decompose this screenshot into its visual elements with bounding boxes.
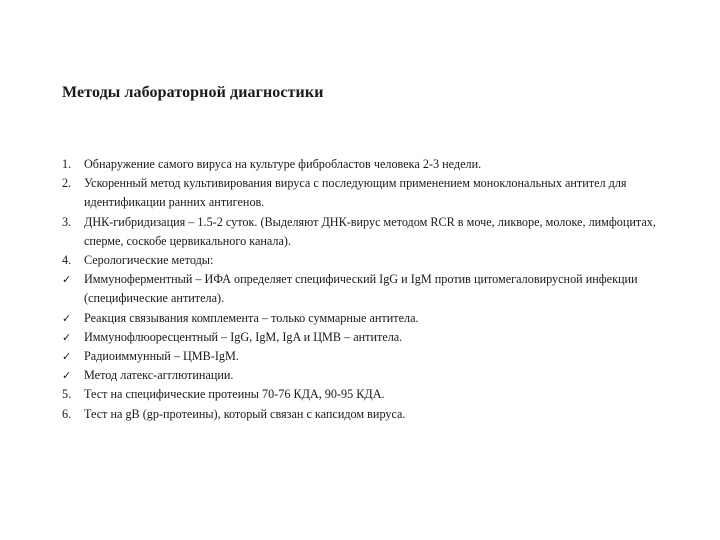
diagnostics-list [62, 155, 672, 424]
list-item-text: Тест на gB (gp-протеины), который связан с капсидом вируса. [84, 406, 406, 421]
checkmark-icon: ✓ [62, 330, 72, 344]
list-number: 5. [62, 387, 72, 402]
list-item [62, 309, 672, 328]
list-item-text: ДНК-гибридизация – 1.5-2 суток. (Выделяют ДНК-вирус методом RCR в моче, ликворе, молоке, лимфоцитах, сперме, соскобе цервикального канала). [84, 214, 656, 248]
list-item-text: Тест на специфические протеины 70-76 КДА, 90-95 КДА. [84, 387, 385, 402]
list-item-text: Серологические методы: [84, 253, 214, 268]
list-item [62, 366, 672, 385]
list-item [62, 328, 672, 347]
list-item [62, 405, 672, 424]
list-item-text: Ускоренный метод культивирования вируса с последующим применением моноклональных антител для идентификации ранних антигенов. [84, 176, 627, 210]
list-number: 2. [62, 176, 72, 191]
list-item [62, 347, 672, 366]
checkmark-icon: ✓ [62, 273, 72, 287]
list-item-text: Иммуноферментный – ИФА определяет специфический IgG и IgM против цитомегаловирусной инфекции (специфические антитела). [84, 272, 638, 306]
list-item [62, 174, 672, 212]
checkmark-icon: ✓ [62, 369, 72, 383]
list-item-text: Радиоиммунный – ЦМВ-IgM. [84, 349, 239, 364]
list-item [62, 385, 672, 404]
list-item-text: Обнаружение самого вируса на культуре фибробластов человека 2-3 недели. [84, 157, 482, 171]
list-number: 6. [62, 406, 72, 421]
list-number: 1. [62, 157, 72, 171]
list-item [62, 213, 672, 251]
list-item [62, 270, 672, 308]
list-item-text: Реакция связывания комплемента – только суммарные антитела. [84, 310, 419, 325]
list-item [62, 251, 672, 270]
list-number: 4. [62, 253, 72, 268]
list-item-text: Иммунофлюоресцентный – IgG, IgM, IgA и ЦМВ – антитела. [84, 329, 403, 344]
checkmark-icon: ✓ [62, 311, 72, 325]
list-number: 3. [62, 214, 72, 229]
slide-title: Методы лабораторной диагностики [62, 84, 324, 101]
checkmark-icon: ✓ [62, 350, 72, 364]
list-item-text: Метод латекс-агглютинации. [84, 368, 234, 383]
list-item [62, 155, 672, 174]
